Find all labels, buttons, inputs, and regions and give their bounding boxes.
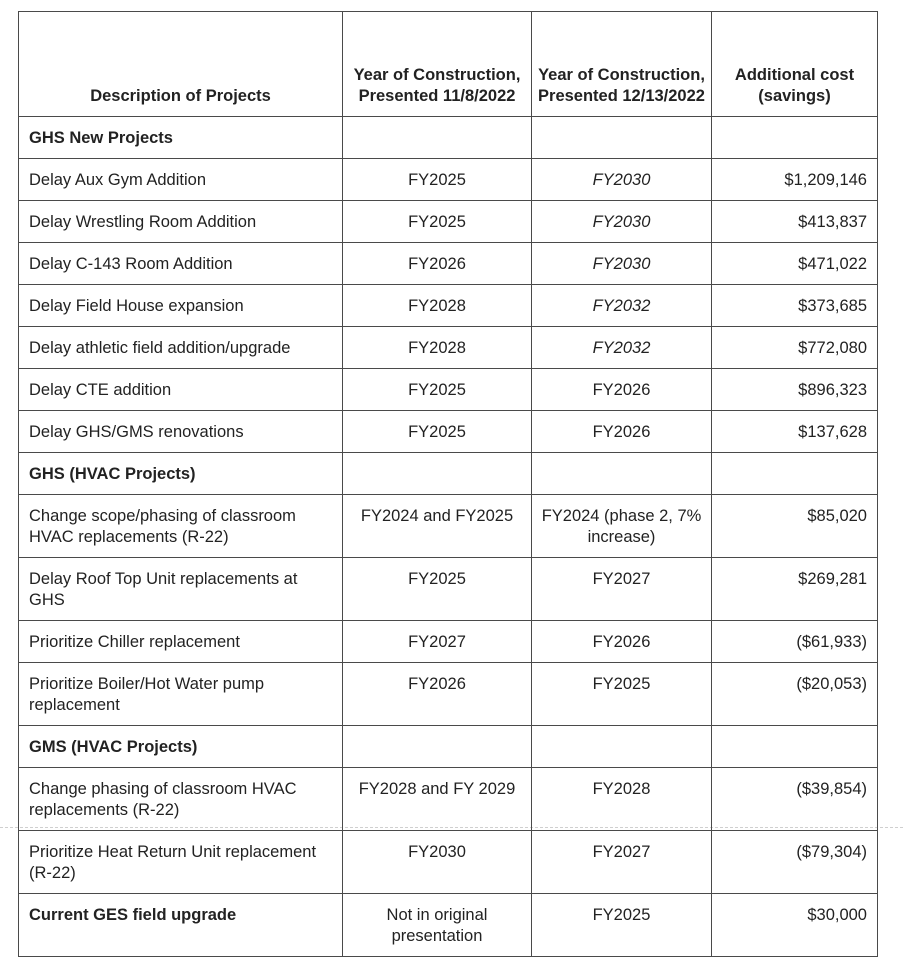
row-year-revised: FY2027: [532, 831, 712, 894]
row-description: Delay Field House expansion: [19, 285, 343, 327]
row-year-revised: FY2028: [532, 768, 712, 831]
row-year-original: FY2026: [343, 243, 532, 285]
header-cost: Additional cost (savings): [712, 12, 878, 117]
row-cost: $137,628: [712, 411, 878, 453]
table-row: [19, 159, 878, 201]
table-row: [19, 327, 878, 369]
row-year-original: FY2024 and FY2025: [343, 495, 532, 558]
table-row: [19, 411, 878, 453]
row-year-original: FY2028 and FY 2029: [343, 768, 532, 831]
row-description: Prioritize Heat Return Unit replacement (R-22): [19, 831, 343, 894]
row-description: Delay CTE addition: [19, 369, 343, 411]
row-description: Delay GHS/GMS renovations: [19, 411, 343, 453]
section-row: [19, 117, 878, 159]
row-cost: $30,000: [712, 894, 878, 957]
row-year-original: FY2025: [343, 558, 532, 621]
row-year-original: FY2025: [343, 159, 532, 201]
row-cost: $896,323: [712, 369, 878, 411]
row-description: Change scope/phasing of classroom HVAC replacements (R-22): [19, 495, 343, 558]
row-year-original: FY2025: [343, 201, 532, 243]
row-cost: $373,685: [712, 285, 878, 327]
row-cost: $269,281: [712, 558, 878, 621]
row-year-revised: FY2025: [532, 663, 712, 726]
row-description: Delay athletic field addition/upgrade: [19, 327, 343, 369]
row-cost: $772,080: [712, 327, 878, 369]
row-year-revised: FY2030: [532, 159, 712, 201]
row-year-original: FY2030: [343, 831, 532, 894]
row-year-revised: FY2025: [532, 894, 712, 957]
table-row: [19, 201, 878, 243]
header-year-original: Year of Construction, Presented 11/8/2022: [343, 12, 532, 117]
row-cost: ($79,304): [712, 831, 878, 894]
table-row: [19, 768, 878, 831]
projects-table: [18, 11, 878, 957]
row-description: Prioritize Boiler/Hot Water pump replacement: [19, 663, 343, 726]
row-year-revised: FY2026: [532, 369, 712, 411]
row-year-original: Not in original presentation: [343, 894, 532, 957]
row-description: Delay Roof Top Unit replacements at GHS: [19, 558, 343, 621]
row-year-original: FY2025: [343, 411, 532, 453]
section-ghs-hvac: GHS (HVAC Projects): [19, 453, 343, 495]
row-year-original: FY2028: [343, 327, 532, 369]
row-year-revised: FY2032: [532, 285, 712, 327]
row-year-revised: FY2027: [532, 558, 712, 621]
table-row: [19, 495, 878, 558]
section-row: [19, 453, 878, 495]
row-cost: ($61,933): [712, 621, 878, 663]
row-year-revised: FY2030: [532, 201, 712, 243]
row-description: Delay C-143 Room Addition: [19, 243, 343, 285]
row-description: Delay Wrestling Room Addition: [19, 201, 343, 243]
row-cost: $1,209,146: [712, 159, 878, 201]
section-row: [19, 726, 878, 768]
table-row: [19, 663, 878, 726]
row-description: Change phasing of classroom HVAC replacements (R-22): [19, 768, 343, 831]
header-description: Description of Projects: [19, 12, 343, 117]
row-cost: ($39,854): [712, 768, 878, 831]
row-year-original: FY2025: [343, 369, 532, 411]
header-year-revised: Year of Construction, Presented 12/13/2022: [532, 12, 712, 117]
row-cost: $413,837: [712, 201, 878, 243]
table-row: [19, 285, 878, 327]
row-cost: ($20,053): [712, 663, 878, 726]
row-description: Delay Aux Gym Addition: [19, 159, 343, 201]
section-gms-hvac: GMS (HVAC Projects): [19, 726, 343, 768]
row-cost: $85,020: [712, 495, 878, 558]
row-year-original: FY2026: [343, 663, 532, 726]
row-year-revised: FY2026: [532, 621, 712, 663]
table-row: [19, 621, 878, 663]
row-year-revised: FY2024 (phase 2, 7% increase): [532, 495, 712, 558]
row-description: Prioritize Chiller replacement: [19, 621, 343, 663]
table-row: [19, 831, 878, 894]
table-row: [19, 558, 878, 621]
table-row: [19, 243, 878, 285]
row-year-revised: FY2032: [532, 327, 712, 369]
table-row: [19, 369, 878, 411]
row-year-revised: FY2030: [532, 243, 712, 285]
row-year-original: FY2028: [343, 285, 532, 327]
row-cost: $471,022: [712, 243, 878, 285]
row-year-revised: FY2026: [532, 411, 712, 453]
row-description: Current GES field upgrade: [19, 894, 343, 957]
row-year-original: FY2027: [343, 621, 532, 663]
header-row: [19, 12, 878, 117]
table-row: [19, 894, 878, 957]
section-ghs-new: GHS New Projects: [19, 117, 343, 159]
